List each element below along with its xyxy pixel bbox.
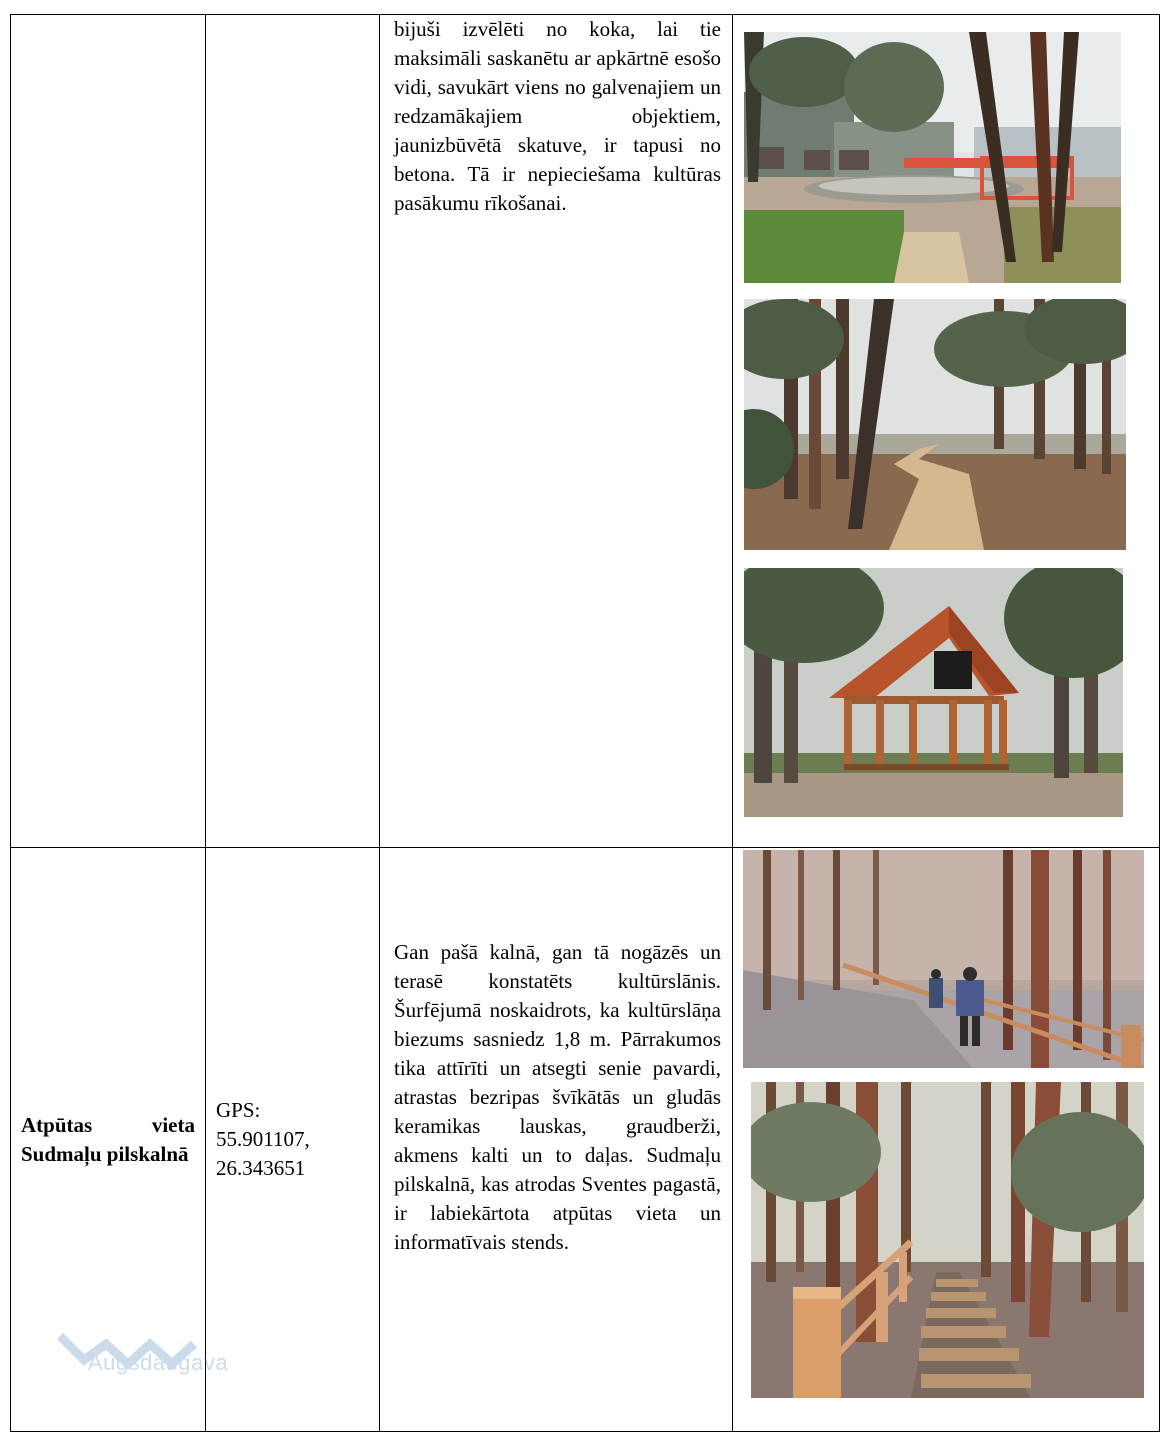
place-name: Atpūtas vieta Sudmaļu pilskalnā [21, 1112, 195, 1166]
wooden-gazebo-photo [744, 568, 1123, 817]
gps-coordinates [206, 1096, 379, 1183]
watermark [56, 1330, 356, 1390]
gps-longitude: 26.343651 [216, 1156, 306, 1180]
wooden-boardwalk-photo [744, 299, 1126, 550]
description-text: bijuši izvēlēti no koka, lai tie maksimāli saskanētu ar apkārtnē esošo vidi, savukārt viens no galvenajiem un redzamākajiem objektiem, jaunizbūvētā skatuve, ir tapusi no betona. Tā ir nepieciešama kultūras pasākumu rīkošanai. [394, 17, 721, 215]
description-cell [380, 15, 733, 848]
wooden-stairs-photo [751, 1082, 1144, 1398]
place-name-cell [11, 15, 206, 848]
stage-area-photo [744, 32, 1121, 283]
gps-latitude: 55.901107, [216, 1127, 310, 1151]
description-cell [380, 848, 733, 1432]
photos-cell [733, 848, 1160, 1432]
table-row [11, 15, 1160, 848]
description-text: Gan pašā kalnā, gan tā nogāzēs un terasē konstatēts kultūrslānis. Šurfējumā noskaidrots, ka kultūrslāņa biezums sasniedz 1,8 m. Pārrakumos tika attīrīti un atsegti senie pavardi, atrastas bezripas švīkātās un gludās keramikas lauskas, graudberži, akmens kalti un to daļas. Sudmaļu pilskalnā, kas atrodas Sventes pagastā, ir labiekārtota atpūtas vieta un informatīvais stends. [394, 940, 721, 1254]
forest-path-hikers-photo [743, 850, 1144, 1068]
gps-cell [206, 15, 380, 848]
watermark-text: Augsdaugava [88, 1350, 229, 1375]
gps-label: GPS: [216, 1098, 261, 1122]
places-table [10, 14, 1160, 1432]
photos-cell [733, 15, 1160, 848]
